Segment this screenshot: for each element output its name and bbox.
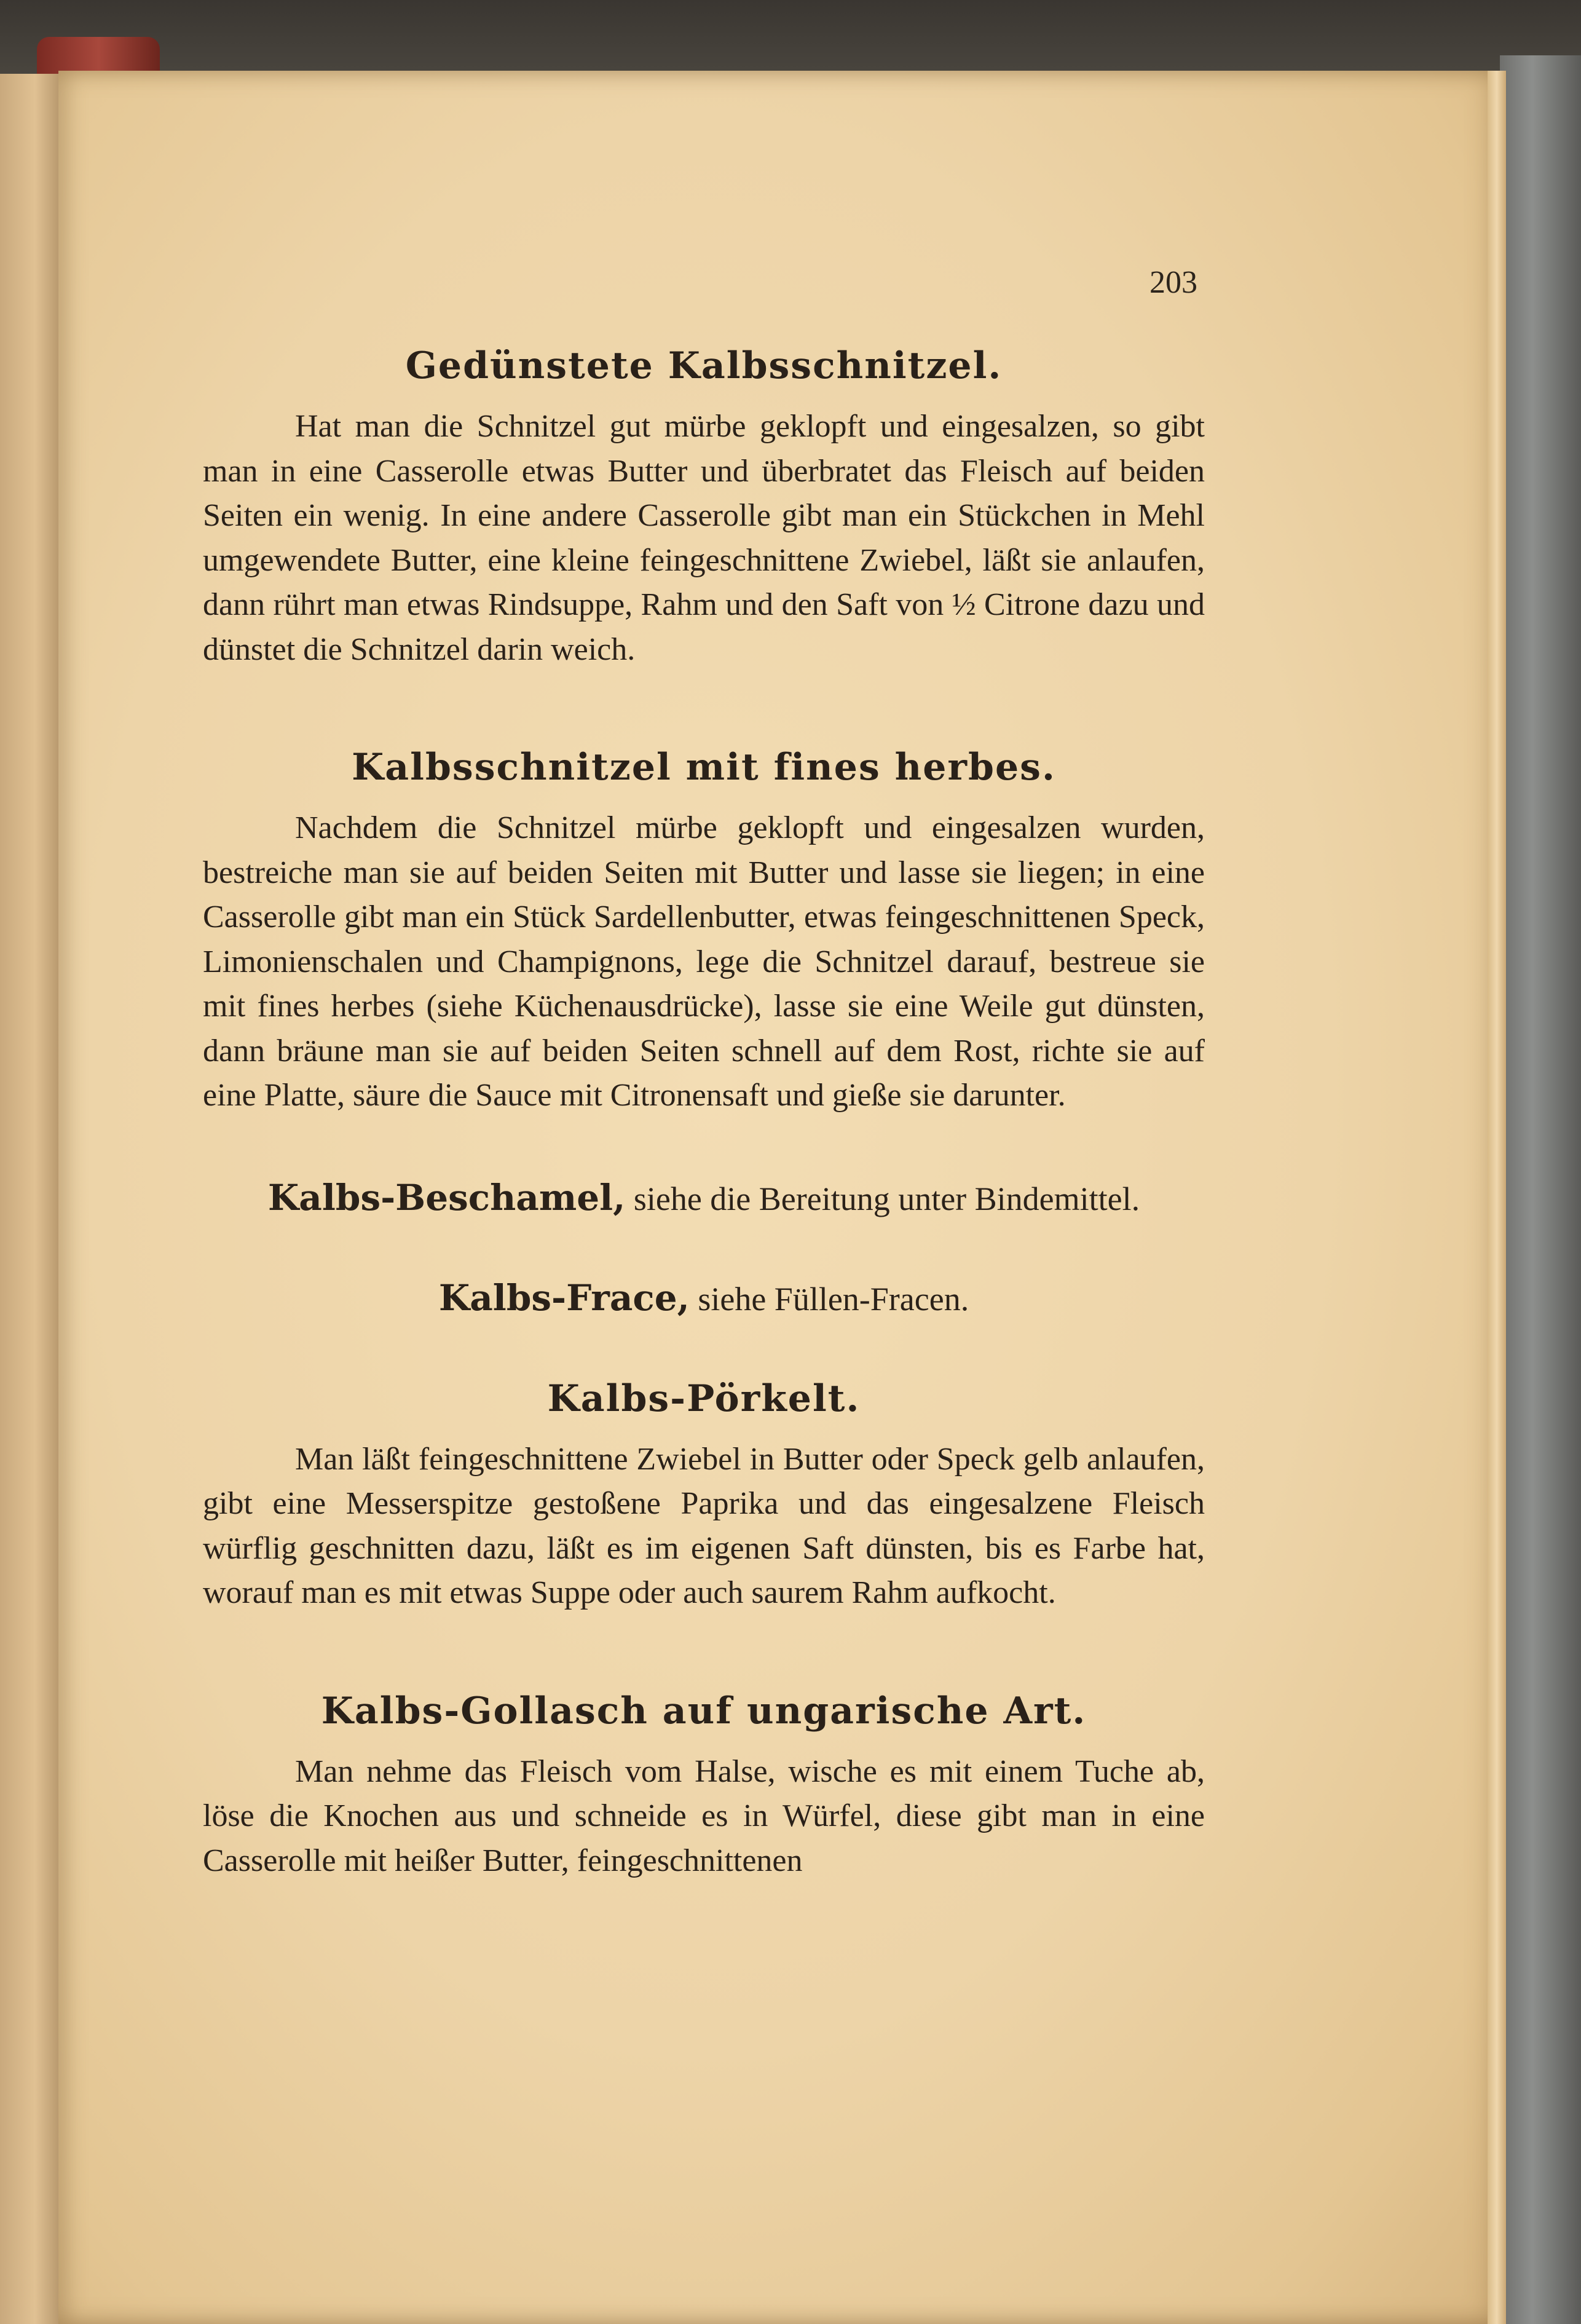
- cross-reference-entry: [203, 1277, 1205, 1319]
- recipe-title: Kalbsschnitzel mit fines herbes.: [352, 746, 1056, 789]
- facing-page-edge: [0, 74, 58, 2324]
- entry-reference: siehe die Bereitung unter Bindemittel.: [633, 1180, 1140, 1217]
- recipe-title: Kalbs-Pörkelt.: [547, 1377, 861, 1420]
- recipe-title: Kalbs-Gollasch auf ungarische Art.: [321, 1689, 1087, 1733]
- book-cover-right: [1500, 55, 1581, 2324]
- recipe-text: Nachdem die Schnitzel mürbe geklopft und eingesalzen wurden, bestreiche man sie auf beiden Seiten mit Butter und lasse sie liegen; in eine Casserolle gibt man ein Stück Sardellenbutter, etwas feingeschnittenen Speck, Limonienschalen und Champignons, lege die Schnitzel darauf, bestreue sie mit fines herbes (siehe Küchenausdrücke), lasse sie eine Weile gut dünsten, dann bräune man sie auf beiden Seiten schnell auf dem Rost, richte sie auf eine Platte, säure die Sauce mit Citronensaft und gieße sie darunter.: [203, 810, 1205, 1113]
- recipe-text: Man läßt feingeschnittene Zwiebel in Butter oder Speck gelb anlaufen, gibt eine Messerspitze gestoßene Paprika und das eingesalzene Fleisch würflig geschnitten dazu, läßt es im eigenen Saft dünsten, bis es Farbe hat, worauf man es mit etwas Suppe oder auch saurem Rahm aufkocht.: [203, 1441, 1205, 1610]
- cross-reference-entry: [203, 1177, 1205, 1219]
- page-stack-edge: [1488, 71, 1506, 2324]
- page-number: 203: [1149, 265, 1197, 300]
- page-content: [203, 344, 1205, 1883]
- book-cover-top: [0, 0, 1581, 80]
- entry-reference: siehe Füllen-Fracen.: [698, 1280, 969, 1318]
- entry-title: Kalbs-Beschamel,: [267, 1176, 626, 1219]
- recipe-text: Man nehme das Fleisch vom Halse, wische es mit einem Tuche ab, löse die Knochen aus und schneide es in Würfel, diese gibt man in eine Casserolle mit heißer Butter, feingeschnittenen: [203, 1753, 1205, 1878]
- entry-title: Kalbs-Frace,: [438, 1276, 690, 1319]
- recipe-text: Hat man die Schnitzel gut mürbe geklopft und eingesalzen, so gibt man in eine Casserolle etwas Butter und überbratet das Fleisch auf beiden Seiten ein wenig. In eine andere Casserolle gibt man ein Stückchen in Mehl umgewendete Butter, eine kleine feingeschnittene Zwiebel, läßt sie anlaufen, dann rührt man etwas Rindsuppe, Rahm und den Saft von ½ Citrone dazu und dünstet die Schnitzel darin weich.: [203, 409, 1205, 667]
- recipe-title: Gedünstete Kalbsschnitzel.: [405, 344, 1003, 387]
